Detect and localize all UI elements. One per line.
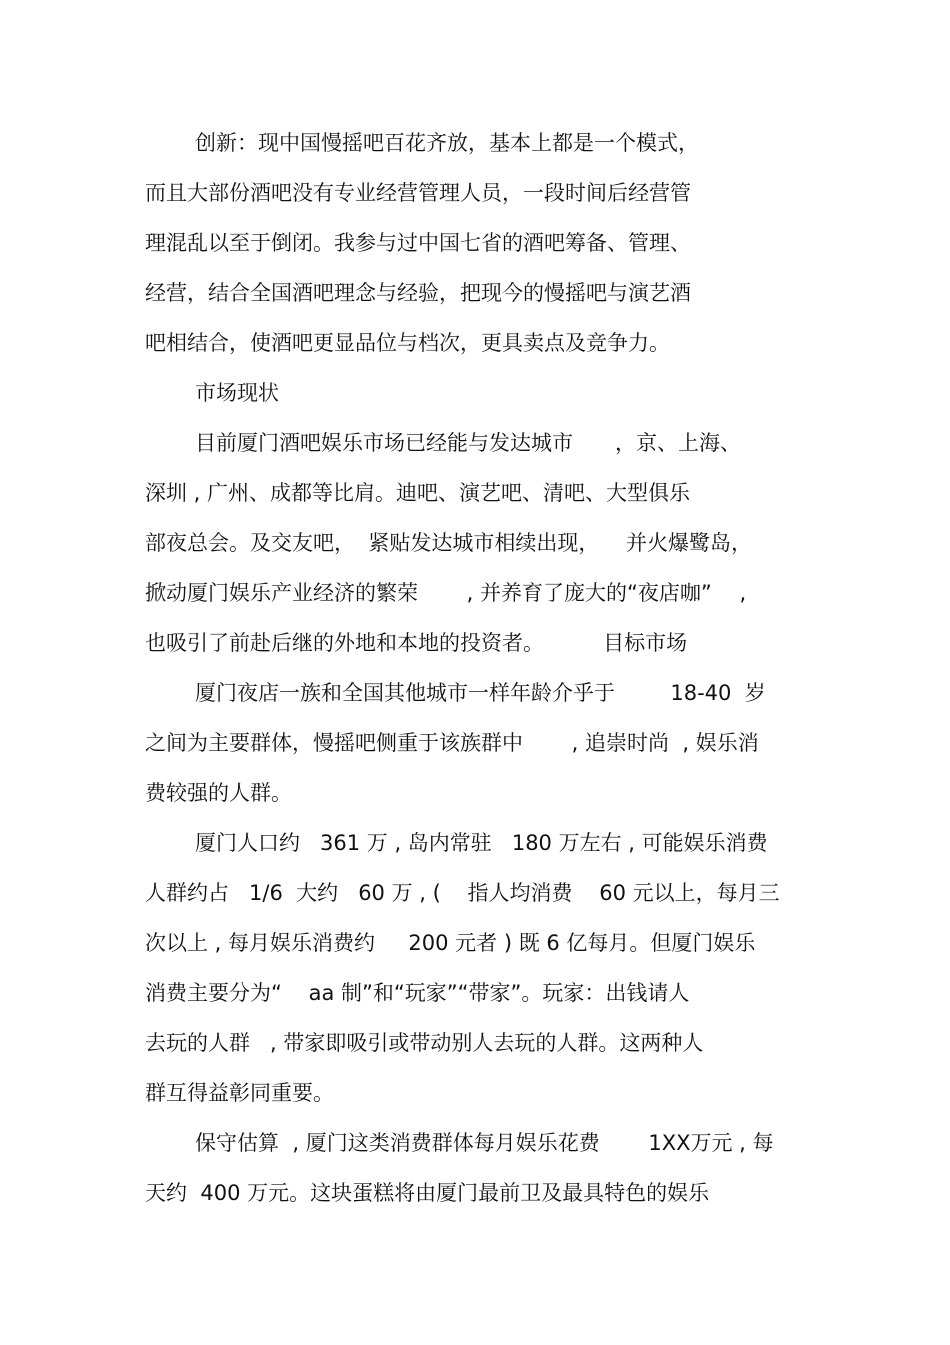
text-line-11: 也吸引了前赴后继的外地和本地的投资者。 目标市场 <box>145 631 688 655</box>
text-line-7: 目前厦门酒吧娱乐市场已经能与发达城市 ，京、上海、 <box>195 431 741 455</box>
section-heading-market-status: 市场现状 <box>195 381 279 405</box>
text-line-1: 创新：现中国慢摇吧百花齐放，基本上都是一个模式， <box>195 131 699 155</box>
text-line-21: 保守估算 , 厦门这类消费群体每月娱乐花费 1XX万元 , 每 <box>195 1131 774 1155</box>
text-line-18: 消费主要分为“ aa 制”和“玩家”“带家”。玩家：出钱请人 <box>145 981 690 1005</box>
text-line-4: 经营，结合全国酒吧理念与经验，把现今的慢摇吧与演艺酒 <box>145 281 691 305</box>
text-line-3: 理混乱以至于倒闭。我参与过中国七省的酒吧筹备、管理、 <box>145 231 691 255</box>
text-line-15: 厦门人口约 361 万 , 岛内常驻 180 万左右 , 可能娱乐消费 <box>195 831 768 855</box>
text-line-13: 之间为主要群体，慢摇吧侧重于该族群中 , 追崇时尚 , 娱乐消 <box>145 731 759 755</box>
text-line-12: 厦门夜店一族和全国其他城市一样年龄介乎于 18-40 岁 <box>195 681 766 705</box>
text-line-10: 掀动厦门娱乐产业经济的繁荣 , 并养育了庞大的“夜店咖” , <box>145 581 747 605</box>
text-line-17: 次以上 , 每月娱乐消费约 200 元者 ) 既 6 亿每月。但厦门娱乐 <box>145 931 756 955</box>
text-line-2: 而且大部份酒吧没有专业经营管理人员，一段时间后经营管 <box>145 181 691 205</box>
text-line-20: 群互得益彰同重要。 <box>145 1081 334 1105</box>
text-line-14: 费较强的人群。 <box>145 781 292 805</box>
text-line-5: 吧相结合，使酒吧更显品位与档次，更具卖点及竞争力。 <box>145 331 670 355</box>
text-line-19: 去玩的人群 , 带家即吸引或带动别人去玩的人群。这两种人 <box>145 1031 704 1055</box>
text-line-8: 深圳 , 广州、成都等比肩。迪吧、演艺吧、清吧、大型俱乐 <box>145 481 691 505</box>
text-line-9: 部夜总会。及交友吧， 紧贴发达城市相续出现， 并火爆鹭岛， <box>145 531 753 555</box>
text-line-16: 人群约占 1/6 大约 60 万 , ( 指人均消费 60 元以上，每月三 <box>145 881 780 905</box>
text-line-22: 天约 400 万元。这块蛋糕将由厦门最前卫及最具特色的娱乐 <box>145 1181 710 1205</box>
